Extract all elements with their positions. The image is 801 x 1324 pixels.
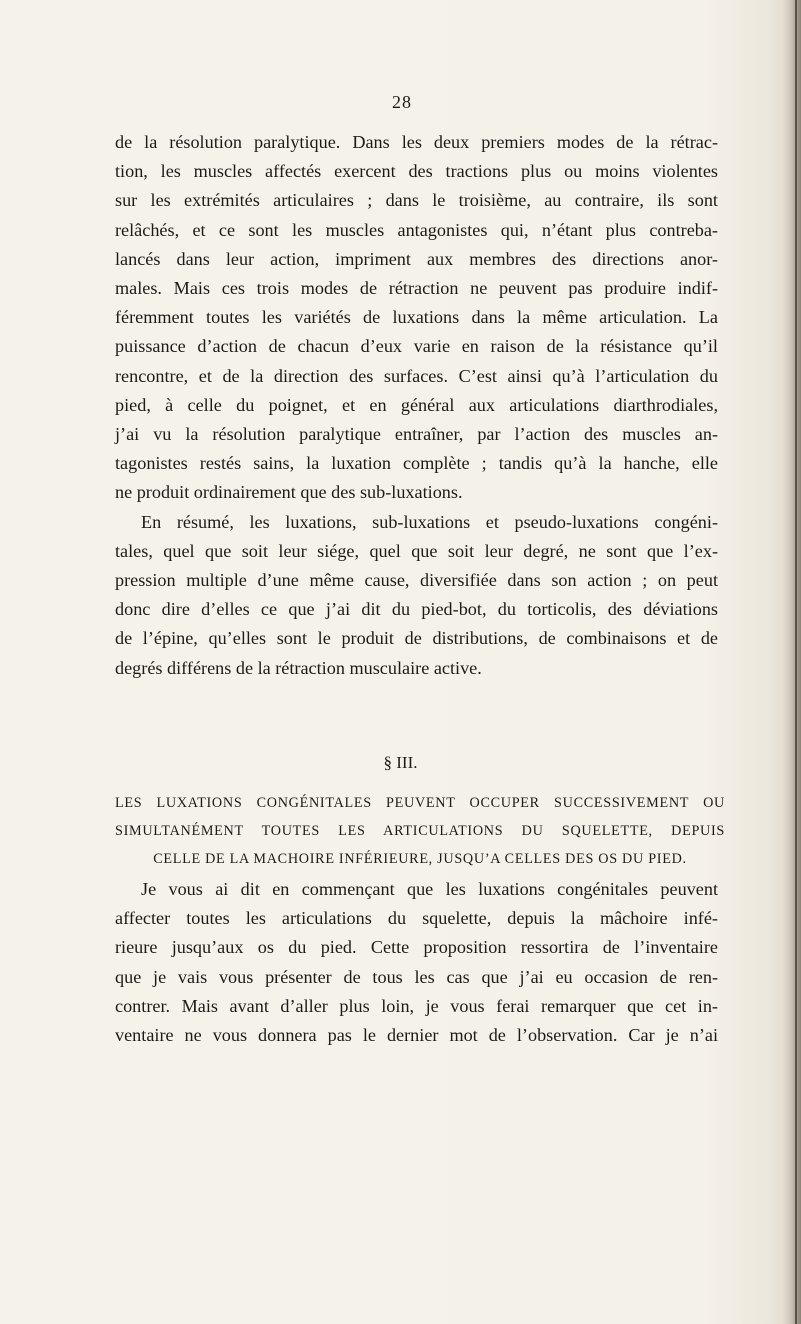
text-line: Je vous ai dit en commençant que les luxations congénitales peuvent [141,879,718,899]
text-line: pied, à celle du poignet, et en général aux articulations diarthrodiales, [115,394,718,415]
heading-line: CELLE DE LA MACHOIRE INFÉRIEURE, JUSQU’A CELLES DES OS DU PIED. [153,850,687,867]
text-line: tion, les muscles affectés exercent des tractions plus ou moins violentes [115,161,718,182]
text-line: pression multiple d’une même cause, diversifiée dans son action ; on peut [115,570,718,591]
page-edge-line [795,0,797,1324]
paragraph-3 [115,875,718,1050]
text-line: relâchés, et ce sont les muscles antagonistes qui, n’étant plus contreba- [115,219,718,240]
text-line: affecter toutes les articulations du squelette, depuis la mâchoire infé- [115,908,718,929]
text-line: lancés dans leur action, impriment aux membres des directions anor- [115,248,718,269]
section-mark: § III. [383,753,418,772]
text-line: En résumé, les luxations, sub-luxations et pseudo-luxations congéni- [141,511,718,532]
text-line: sur les extrémités articulaires ; dans le troisième, au contraire, ils sont [115,190,718,211]
text-line: males. Mais ces trois modes de rétraction ne peuvent pas produire indif- [115,278,718,299]
page-number: 28 [392,92,412,112]
text-line: rencontre, et de la direction des surfaces. C’est ainsi qu’à l’articulation du [115,365,718,386]
page-edge-shadow [783,0,801,1324]
text-line: ne produit ordinairement que des sub-luxations. [115,482,463,503]
text-line: que je vais vous présenter de tous les cas que j’ai eu occasion de ren- [115,966,718,987]
text-line: degrés différens de la rétraction musculaire active. [115,657,482,678]
text-line: j’ai vu la résolution paralytique entraîner, par l’action des muscles an- [115,424,718,445]
paragraph-1 [115,128,718,683]
text-line: féremment toutes les variétés de luxations dans la même articulation. La [115,307,718,328]
heading-line: LES LUXATIONS CONGÉNITALES PEUVENT OCCUPER SUCCESSIVEMENT OU [115,795,725,811]
text-line: contrer. Mais avant d’aller plus loin, je vous ferai remarquer que cet in- [115,995,718,1016]
text-line: puissance d’action de chacun d’eux varie en raison de la résistance qu’il [115,336,718,357]
text-line: rieure jusqu’aux os du pied. Cette proposition ressortira de l’inventaire [115,937,718,958]
heading-line: SIMULTANÉMENT TOUTES LES ARTICULATIONS DU SQUELETTE, DEPUIS [115,822,725,839]
text-line: donc dire d’elles ce que j’ai dit du pied-bot, du torticolis, des déviations [115,599,718,620]
text-line: tagonistes restés sains, la luxation complète ; tandis qu’à la hanche, elle [115,453,718,474]
text-line: de la résolution paralytique. Dans les deux premiers modes de la rétrac- [115,132,718,152]
text-line: de l’épine, qu’elles sont le produit de distributions, de combinaisons et de [115,628,718,649]
text-line: tales, quel que soit leur siége, quel que soit leur degré, ne sont que l’ex- [115,540,718,561]
section-heading [115,790,725,873]
text-line: ventaire ne vous donnera pas le dernier mot de l’observation. Car je n’ai [115,1025,718,1046]
